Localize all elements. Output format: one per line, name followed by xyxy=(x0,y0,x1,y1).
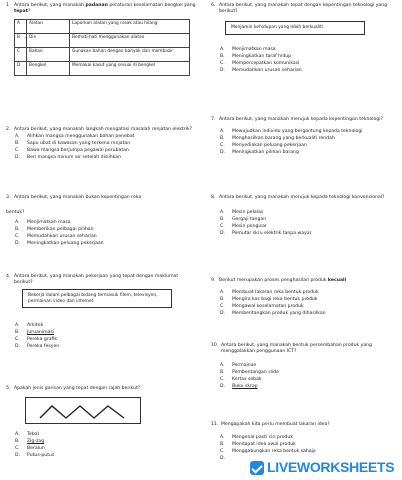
zigzag-line-icon xyxy=(26,398,142,425)
question-number: 2. xyxy=(6,127,11,132)
option-b[interactable]: B. Juruanimasi xyxy=(15,330,55,336)
info-box: Menjamin kehidupan yang lebih berkualiti xyxy=(225,21,365,35)
option-c[interactable]: C. Mesin pengisar xyxy=(220,224,267,230)
question-number: 4. xyxy=(6,274,11,279)
option-b[interactable]: B. Mengira kos bagi reka bentuk produk xyxy=(220,297,318,303)
zigzag-figure xyxy=(25,397,141,424)
option-a[interactable]: A. Alihkan mangsa menggunakan bahan penebat xyxy=(15,134,135,140)
option-a[interactable]: A. Menjimatkan masa xyxy=(220,46,276,52)
option-a[interactable]: A. Mewujudkan individu yang bergantung kepada teknologi xyxy=(220,129,363,135)
question-text: Antara berikut, yang manakah merujuk kepada kepentingan teknologi? xyxy=(219,117,383,122)
option-d[interactable]: D. Putus-putus xyxy=(15,453,55,459)
table-row[interactable]: B Din Berhati-hati menggunakan alatan xyxy=(15,34,190,48)
option-d[interactable]: D. Pemutar skru elektrik tanpa wayar xyxy=(220,231,312,237)
option-b[interactable]: B. Zig-zag xyxy=(15,439,45,445)
question-number: 8. xyxy=(211,195,216,200)
question-text: Berikut merupakan proses penghasilan produk kecuali xyxy=(219,278,347,283)
option-d[interactable]: D. Meningkatkan peluang pekerjaan xyxy=(15,241,104,247)
info-box: Bekerja dalam pelbagai bidang termasuk filem, televisyen, permainan video dan internet xyxy=(22,289,172,308)
question-9 xyxy=(211,278,399,318)
question-text-continued: bentuk? xyxy=(6,209,25,215)
question-number: 3. xyxy=(6,195,11,200)
question-5 xyxy=(6,386,196,460)
question-number: 11. xyxy=(211,422,219,427)
question-number: 9. xyxy=(211,278,216,283)
question-4 xyxy=(6,274,196,350)
question-text: Antara berikut, yang manakah pekerjaan yang tepat dengan maklumat berikut? xyxy=(14,274,179,285)
option-d[interactable]: D. Memudahkan urusan seharian xyxy=(220,67,302,73)
question-number: 7. xyxy=(211,117,216,122)
question-6 xyxy=(211,3,399,74)
question-number: 1. xyxy=(6,3,11,8)
table-row[interactable]: A Alatan Laporkan alatan yang rosak atau hilang xyxy=(15,20,190,34)
option-c[interactable]: C. Beralun xyxy=(15,446,45,452)
option-b[interactable]: B. Sapu ubat di kawasan yang terkena renjatan xyxy=(15,141,131,147)
question-text: Antara berikut, yang manakah bentuk persembahan produk yang menggalakkan penggunaan ICT? xyxy=(221,343,372,354)
option-a[interactable]: A. Menjimatkan masa xyxy=(15,220,71,226)
option-c[interactable]: C. Kertas sebak xyxy=(220,377,262,383)
question-8 xyxy=(211,195,399,238)
question-text: Antara berikut, yang manakah merujuk kepada teknologi konvensional? xyxy=(219,195,385,200)
option-d[interactable]: D. Meningkatkan pilihan barang xyxy=(220,150,299,156)
option-a[interactable]: A. Permainan xyxy=(220,363,257,369)
liveworksheets-logo xyxy=(250,458,400,478)
option-b[interactable]: B. Meningkatkan taraf hidup xyxy=(220,53,292,59)
option-b[interactable]: B. Pembentangan slide xyxy=(220,370,279,376)
option-d[interactable]: D. Beri mangsa minum air setelah disiihkan xyxy=(15,155,122,161)
question-1 xyxy=(6,3,196,76)
option-d[interactable]: D. Membentangkan produk yang dihasilkan xyxy=(220,311,326,317)
option-a[interactable]: A. Mesin pelalas xyxy=(220,210,264,216)
question-text: Antara berikut, yang manakah tepat dengan kepentingan teknologi yang berikut? xyxy=(219,3,388,14)
option-c[interactable]: C. Pereka grafik xyxy=(15,337,58,343)
option-c[interactable]: C. Menggabungkan reka bentuk sahaja xyxy=(220,449,316,455)
question-10 xyxy=(211,343,399,390)
question-text: Antara berikut, yang manakah langkah mengatasi masalah renjatan elektrik? xyxy=(14,127,193,132)
option-a[interactable]: A. Mengenal pasti ciri produk xyxy=(220,435,293,441)
question-7 xyxy=(211,117,399,157)
question-number: 5. xyxy=(6,386,11,391)
question-11 xyxy=(211,422,399,463)
option-b[interactable]: B. Mendapat idea awal produk xyxy=(220,442,296,448)
option-a[interactable]: A. Tebal xyxy=(15,432,39,438)
option-c[interactable]: C. Mengawal keselamatan produk xyxy=(220,304,304,310)
logo-text: LIVEWORKSHEETS xyxy=(267,459,395,476)
answer-table xyxy=(14,19,190,76)
table-row[interactable]: D Bengkel Memakai kasut yang sesuai di bengkel xyxy=(15,62,190,76)
question-number: 6. xyxy=(211,3,216,8)
option-c[interactable]: C. Bawa mangsa berjumpa pegawai perubatan xyxy=(15,148,129,154)
option-c[interactable]: C. Menyediakan peluang pekerjaan xyxy=(220,143,307,149)
option-a[interactable]: A. Arkitek xyxy=(15,323,44,329)
question-text: Apakah jenis garisan yang tepat dengan rajah berikut? xyxy=(14,386,141,391)
question-3 xyxy=(6,195,196,247)
question-text: Antara berikut, yang manakah bukan kepentingan reka xyxy=(14,195,142,200)
option-c[interactable]: C. Memudahkan urusan seharian xyxy=(15,234,97,240)
option-d[interactable]: D. Buku skrap xyxy=(220,384,258,390)
option-a[interactable]: A. Membuat lakaran reka bentuk produk xyxy=(220,290,319,296)
option-b[interactable]: B. Memberikan pelbagai pilihan xyxy=(15,227,94,233)
question-text: Mengapakah kita perlu membuat lakaran idea? xyxy=(221,422,330,427)
question-2 xyxy=(6,127,196,162)
question-number: 10. xyxy=(211,343,219,348)
option-d[interactable]: D. Pereka fesyen xyxy=(15,344,60,350)
table-row[interactable]: C Bahan Gunakan bahan dengan banyak dan membazir xyxy=(15,48,190,62)
question-text: Antara berikut, yang manakah padanan peraturan keselamatan bengkel yang tepat? xyxy=(14,3,196,14)
checkmark-icon xyxy=(250,461,264,475)
option-c[interactable]: C. Mempercepatkan komunikasi xyxy=(220,60,300,66)
option-b[interactable]: B. Menghasilkan barang yang berkualiti rendah xyxy=(220,136,335,142)
option-b[interactable]: B. Gergaji tangan xyxy=(220,217,267,223)
option-d[interactable]: D. xyxy=(220,456,225,462)
